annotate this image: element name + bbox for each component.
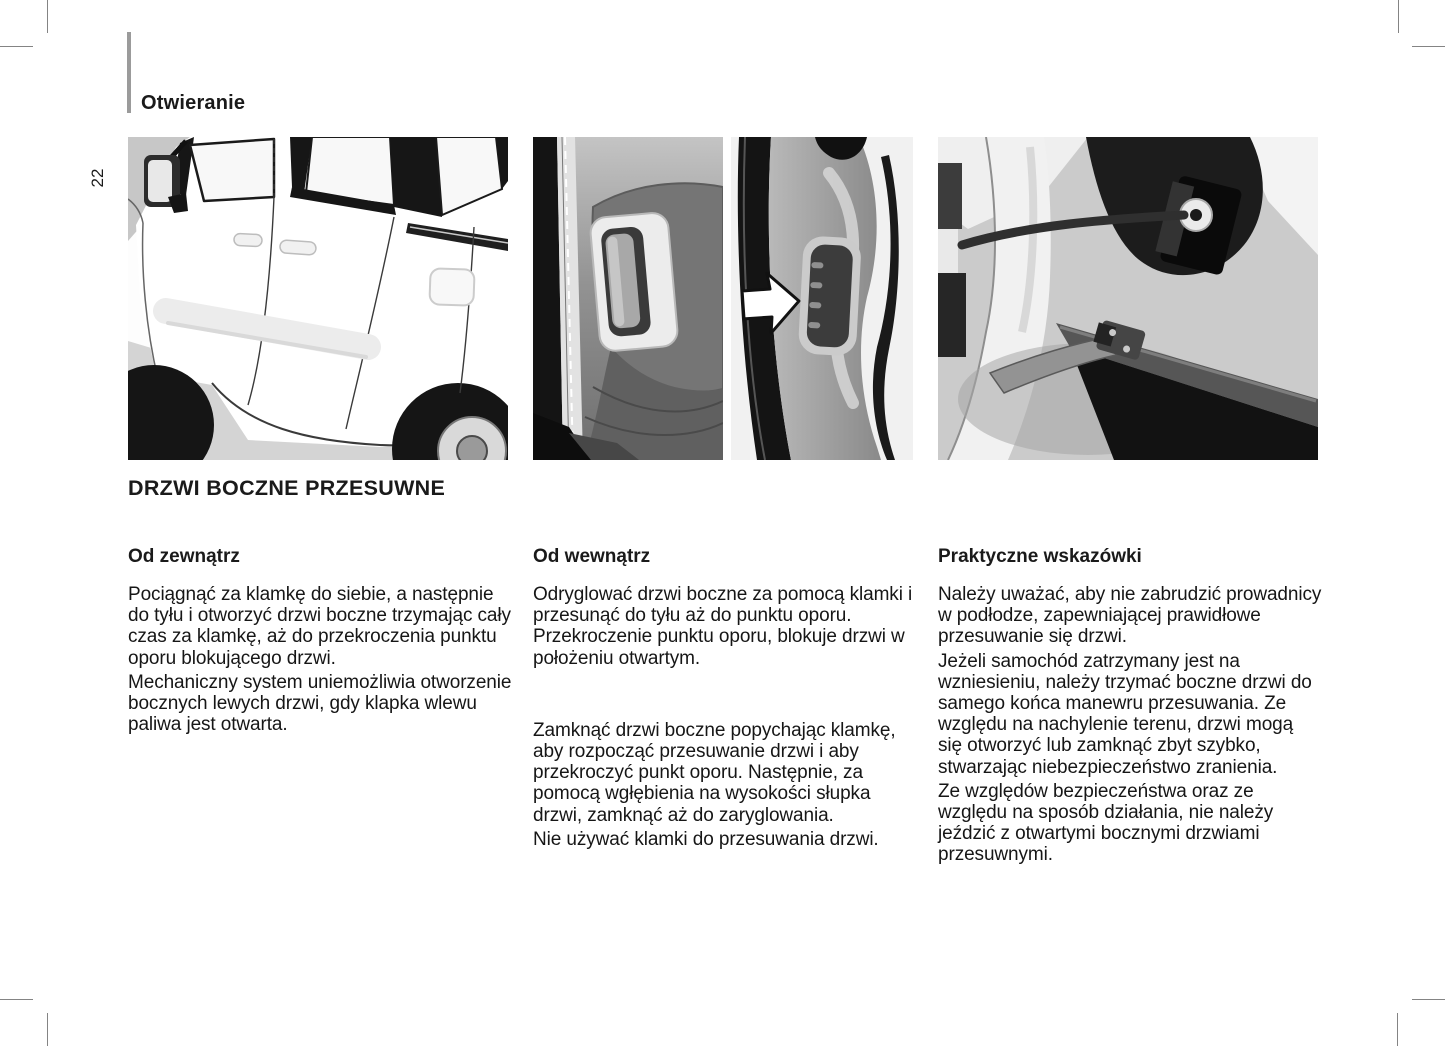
section-marker-bar [127, 32, 131, 113]
paragraph: Pociągnąć za klamkę do siebie, a następnie do tyłu i otworzyć drzwi boczne trzymając cały czas za klamkę, aż do przekroczenia punktu oporu blokującego drzwi. [128, 584, 511, 669]
exterior-recess-illustration [731, 137, 913, 460]
interior-handle-illustration [533, 137, 723, 460]
door-recess-cavity [798, 236, 862, 357]
crop-mark-top-right-v [1398, 0, 1399, 33]
paragraph: Ze względów bezpieczeństwa oraz ze względu na sposób działania, nie należy jeździć z otwartymi bocznymi drzwiami przesuwnymi. [938, 780, 1274, 866]
column-praktyczne-wskazowki [938, 546, 1322, 869]
crop-mark-bottom-right-h [1412, 999, 1445, 1000]
crop-mark-bottom-left-h [0, 999, 33, 1000]
paragraph: Odryglować drzwi boczne za pomocą klamki i przesunąć do tyłu aż do punktu oporu. Przekroczenie punktu oporu, blokuje drzwi w położeniu otwartym. [533, 584, 913, 669]
crop-mark-top-left-v [47, 0, 48, 33]
illustration-van-side-view [128, 137, 508, 460]
front-door-handle [234, 233, 263, 246]
illustration-exterior-recess [731, 137, 913, 460]
crop-mark-top-left-h [0, 46, 33, 47]
paragraph: Mechaniczny system uniemożliwia otworzenie bocznych lewych drzwi, gdy klapka wlewu paliwa jest otwarta. [128, 671, 512, 736]
paragraph: Należy uważać, aby nie zabrudzić prowadnicy w podłodze, zapewniającej prawidłowe przesuwanie się drzwi. [938, 584, 1322, 648]
interior-door-handle [589, 212, 678, 352]
column-subheading: Praktyczne wskazówki [938, 546, 1142, 567]
illustration-interior-handle [533, 137, 723, 460]
van-side-illustration [128, 137, 508, 460]
sliding-door-handle [280, 240, 317, 255]
paragraph: Jeżeli samochód zatrzymany jest na wzniesieniu, należy trzymać boczne drzwi do samego końca manewru przesuwania. Ze względu na nachylenie terenu, drzwi mogą się otworzyć lub zamknąć zbyt szybko, stwarzając niebezpieczeństwo zranienia. [938, 650, 1312, 778]
section-title: Otwieranie [141, 92, 246, 114]
column-subheading: Od wewnątrz [533, 546, 651, 567]
crop-mark-bottom-left-v [47, 1013, 48, 1046]
page-title: DRZWI BOCZNE PRZESUWNE [128, 476, 446, 500]
rail-mechanism-illustration [938, 137, 1318, 460]
paragraph: Zamknąć drzwi boczne popychając klamkę, aby rozpocząć przesuwanie drzwi i aby przekroczyć punkt oporu. Następnie, za pomocą wgłębienia na wysokości słupka drzwi, zamknąć aż do zaryglowania. [533, 719, 896, 826]
column-od-wewnatrz [533, 546, 917, 853]
column-subheading: Od zewnątrz [128, 546, 240, 567]
fuel-filler-flap [429, 268, 474, 306]
column-od-zewnatrz [128, 546, 512, 738]
illustration-rail-mechanism [938, 137, 1318, 460]
crop-mark-top-right-h [1412, 46, 1445, 47]
crop-mark-bottom-right-v [1397, 1013, 1398, 1046]
page-number: 22 [88, 168, 107, 188]
paragraph: Nie używać klamki do przesuwania drzwi. [533, 828, 879, 850]
